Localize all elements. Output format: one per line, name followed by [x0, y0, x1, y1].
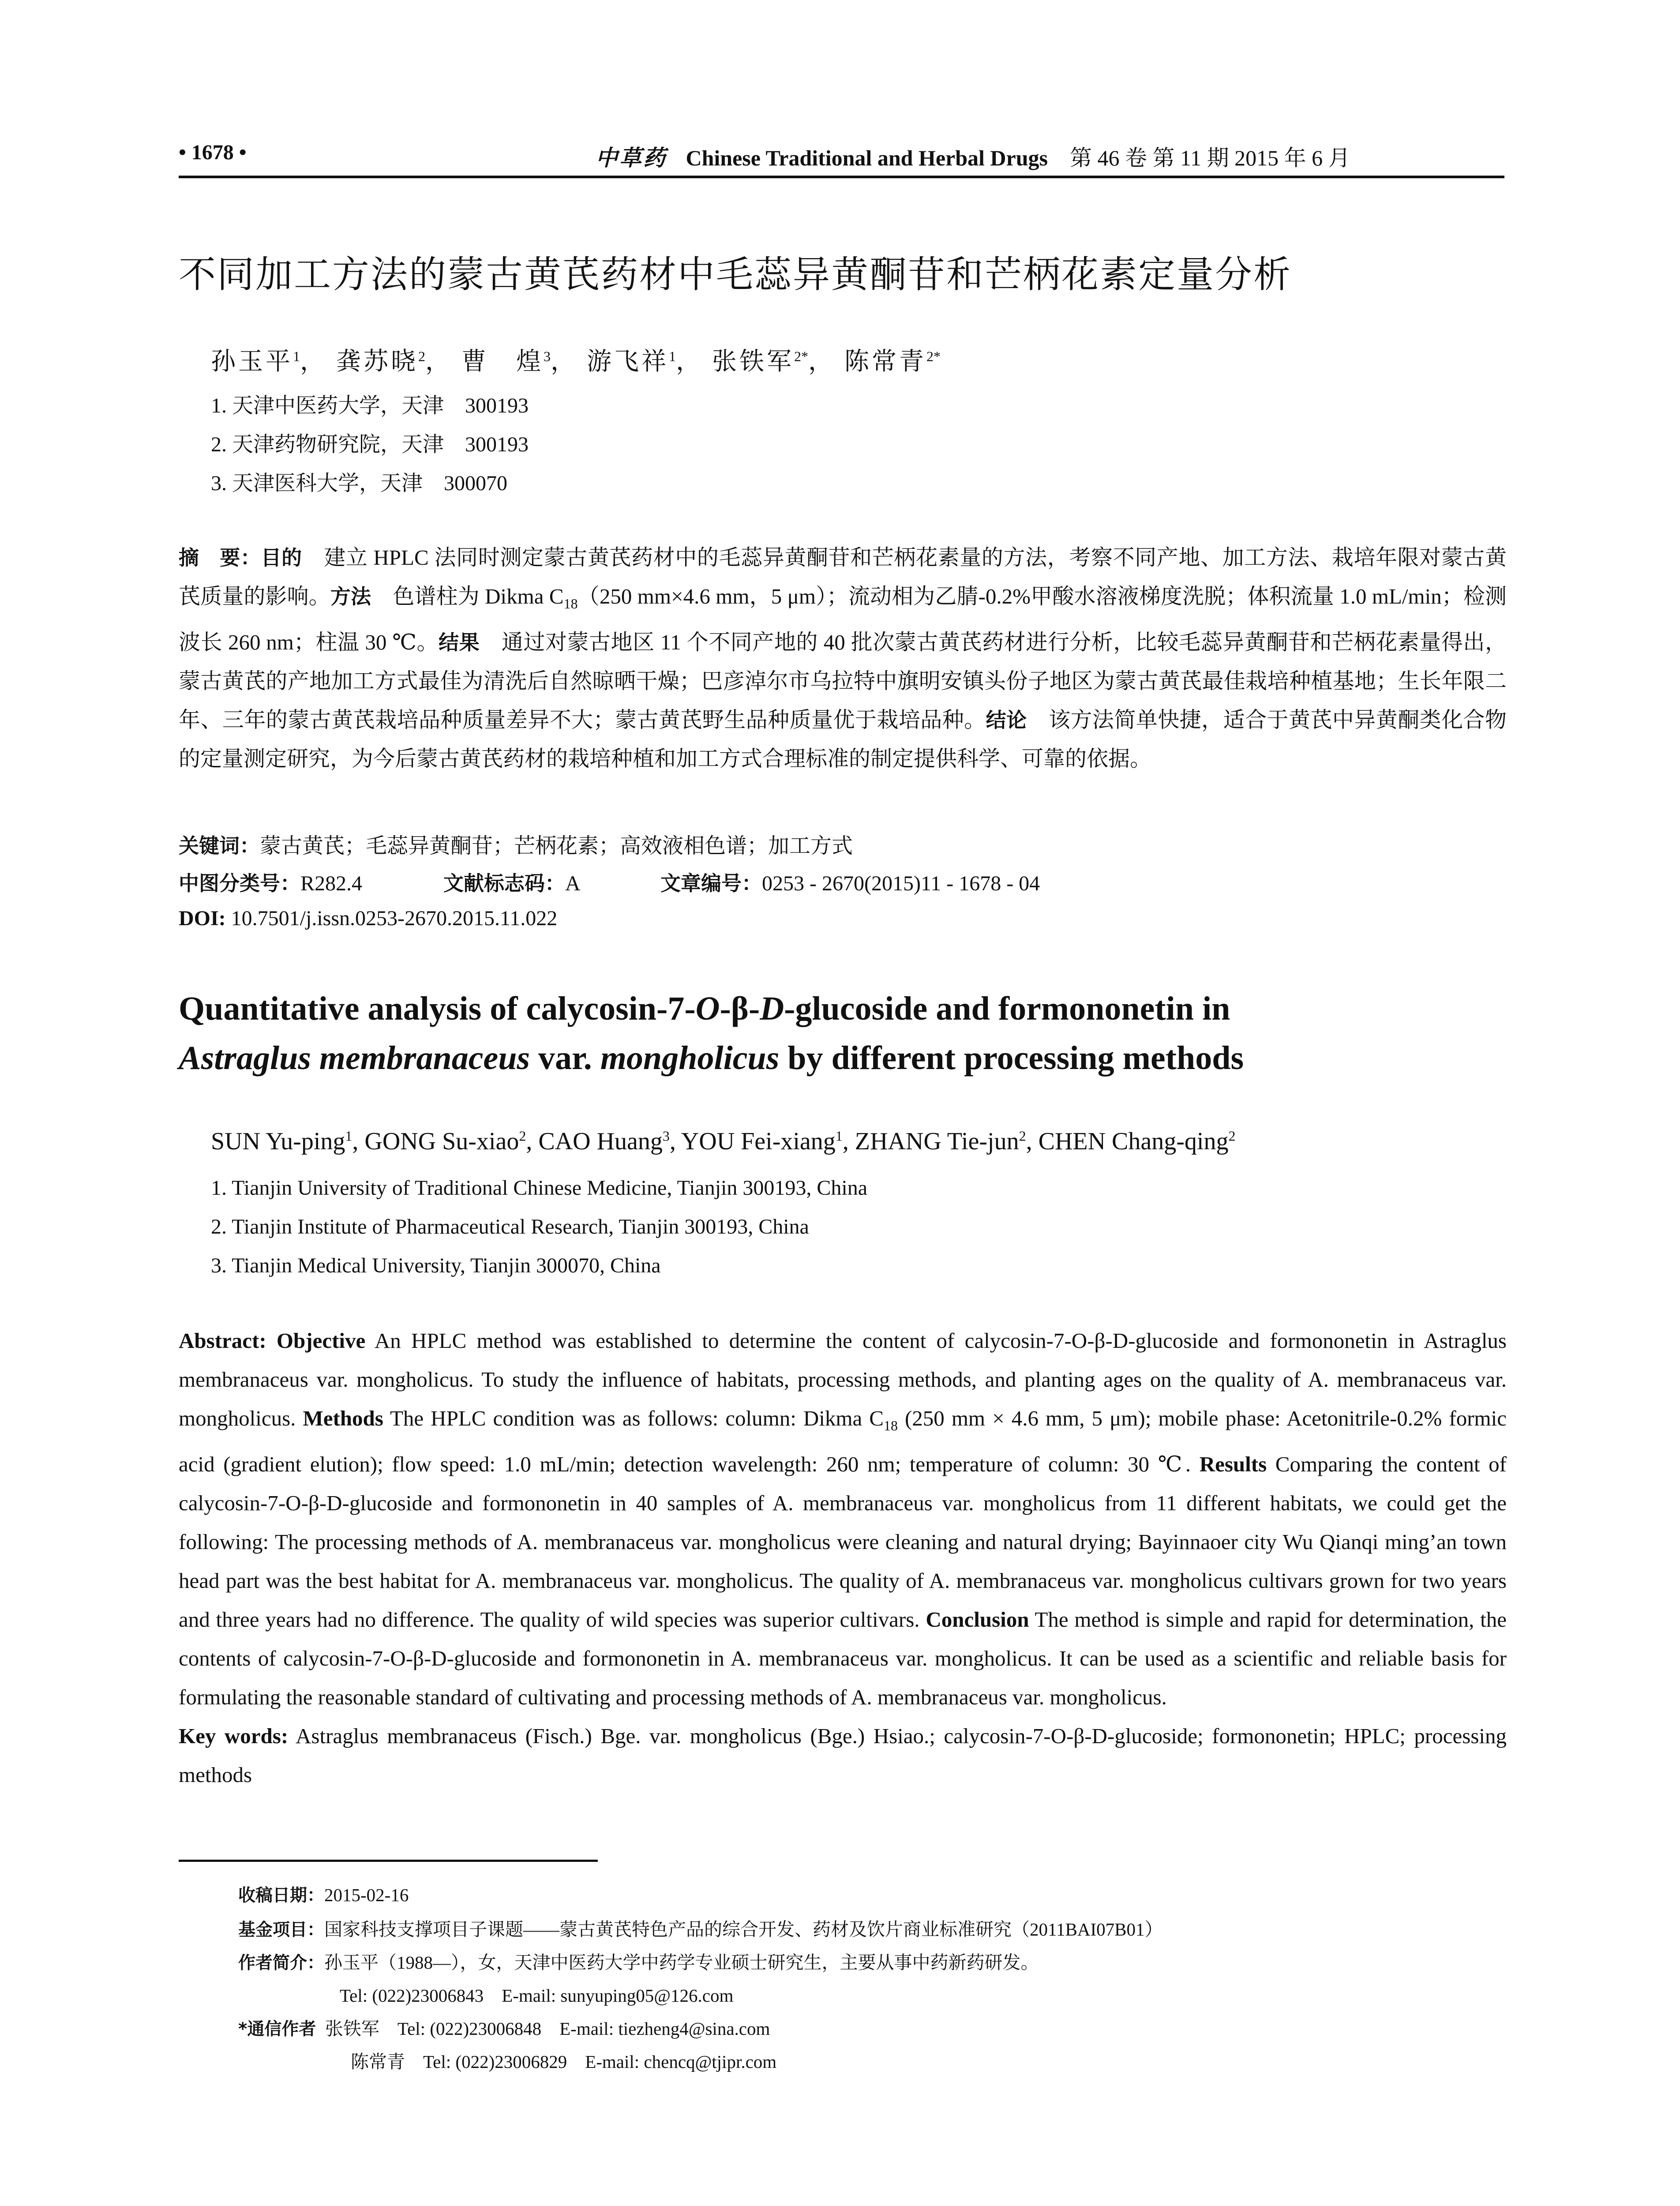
author-affiliation-mark: 2	[1228, 1128, 1236, 1144]
english-affiliation: 2. Tianjin Institute of Pharmaceutical Research, Tianjin 300193, China	[211, 1215, 809, 1238]
doc-code-label: 文献标志码：	[443, 871, 566, 895]
title-part: D	[760, 990, 784, 1027]
running-header	[179, 140, 1504, 178]
clc-label: 中图分类号：	[179, 871, 300, 895]
english-abstract	[179, 1321, 1507, 1794]
author-affiliation-mark: 2	[418, 348, 425, 364]
corresponding-label: *通信作者	[238, 2019, 316, 2039]
doi-value[interactable]: 10.7501/j.issn.0253-2670.2015.11.022	[231, 907, 558, 930]
chinese-abstract	[179, 538, 1507, 778]
abstract-label: 摘 要：	[179, 546, 261, 570]
title-part: var.	[530, 1039, 600, 1077]
classification-line	[179, 867, 1040, 897]
title-part: mongholicus	[600, 1039, 780, 1077]
title-part: O	[695, 990, 720, 1027]
footnote-corresponding	[238, 2014, 770, 2040]
english-affiliation: 1. Tianjin University of Traditional Chinese Medicine, Tianjin 300193, China	[211, 1176, 868, 1200]
keywords-text: 蒙古黄芪；毛蕊异黄酮苷；芒柄花素；高效液相色谱；加工方式	[260, 834, 853, 858]
methods-subscript: 18	[563, 595, 578, 612]
english-authors: SUN Yu-ping$^1$, GONG Su-xiao$^2$, CAO Huang$^3$, YOU Fei-xiang$^1$, ZHANG Tie-jun$^2$, CHEN Chang-qing$^2$	[211, 1128, 1236, 1155]
abstract-objective-label: Abstract: Objective	[179, 1328, 366, 1353]
footnote-divider	[179, 1860, 598, 1862]
chinese-affiliation: 2. 天津药物研究院，天津 300193	[211, 433, 529, 456]
bio-text: 孙玉平（1988—），女，天津中医药大学中药学专业硕士研究生，主要从事中药新药研发。	[324, 1952, 1039, 1973]
objective-text: 建立 HPLC 法同时测定蒙古黄芪药材中的毛蕊异黄酮苷和芒柄花素量的方法，考察不同产地、加工方法、栽培年限对蒙古黄芪质量的影响。	[179, 545, 1507, 608]
author-affiliation-mark: 2*	[926, 348, 941, 364]
results-text: 通过对蒙古地区 11 个不同产地的 40 批次蒙古黄芪药材进行分析，比较毛蕊异黄酮苷和芒柄花素量得出，蒙古黄芪的产地加工方式最佳为清洗后自然晾晒干燥；巴彦淖尔市乌拉特中旗明安镇头份子地区为蒙古黄芪最佳栽培种植基地；生长年限二年、三年的蒙古黄芪栽培品种质量差异不大；蒙古黄芪野生品种质量优于栽培品种。	[179, 630, 1507, 732]
methods-text: 色谱柱为 Dikma C	[371, 584, 564, 608]
author-name: 陈常青	[844, 348, 926, 375]
footnote-received	[238, 1882, 409, 1906]
author-affiliation-mark: 3	[544, 348, 551, 364]
author-affiliation-mark: 3	[662, 1128, 670, 1144]
journal-logo: 中草药	[596, 146, 667, 170]
fund-label: 基金项目：	[238, 1920, 325, 1940]
author-name: 游飞祥	[587, 348, 669, 375]
chinese-keywords	[179, 829, 853, 859]
conclusion-label: Conclusion	[926, 1607, 1029, 1632]
journal-line	[596, 140, 1350, 172]
chinese-authors: 孙玉平$^1$， 龚苏晓$^2$， 曹 煌$^3$， 游飞祥$^1$， 张铁军$^{2*}$， 陈常青$^{2*}$	[211, 348, 941, 375]
author-name: YOU Fei-xiang	[681, 1128, 836, 1155]
english-title	[179, 984, 1502, 1083]
conclusion-text: The method is simple and rapid for determination, the contents of calycosin-7-O-β-D-glucoside and formononetin in A. membranaceus var. mongholicus. It can be used as a scientific and reliable basis for formulating the reasonable standard of cultivating and processing methods of A. membranaceus var. mongholicus.	[179, 1607, 1507, 1709]
title-part: -β-	[720, 990, 760, 1027]
conclusion-label: 结论	[986, 708, 1027, 732]
title-part: by different processing methods	[779, 1039, 1244, 1077]
author-name: CAO Huang	[538, 1128, 663, 1155]
chinese-affiliation: 1. 天津中医药大学，天津 300193	[211, 394, 529, 417]
author-name: SUN Yu-ping	[211, 1128, 345, 1155]
author-name: GONG Su-xiao	[364, 1128, 519, 1155]
bio-label: 作者简介：	[238, 1953, 325, 1973]
doi-label: DOI:	[179, 907, 226, 930]
author-affiliation-mark: 2	[1019, 1128, 1026, 1144]
conclusion-text: 该方法简单快捷，适合于黄芪中异黄酮类化合物的定量测定研究，为今后蒙古黄芪药材的栽培种植和加工方式合理标准的制定提供科学、可靠的依据。	[179, 707, 1507, 771]
methods-subscript: 18	[883, 1417, 898, 1433]
fund-text: 国家科技支撑项目子课题——蒙古黄芪特色产品的综合开发、药材及饮片商业标准研究（2011BAI07B01）	[324, 1919, 1163, 1940]
article-no-value: 0253 - 2670(2015)11 - 1678 - 04	[762, 872, 1040, 895]
author-affiliation-mark: 1	[669, 348, 676, 364]
objective-text: An HPLC method was established to determine the content of calycosin-7-O-β-D-glucoside and formononetin in Astraglus membranaceus var. mongholicus. To study the influence of habitats, processing methods, and planting ages on the quality of A. membranaceus var. mongholicus.	[179, 1328, 1507, 1430]
methods-label: 方法	[330, 585, 371, 608]
author-name: 张铁军	[712, 348, 794, 375]
author-name: 曹 煌	[461, 348, 544, 375]
journal-name: Chinese Traditional and Herbal Drugs	[686, 146, 1048, 170]
doc-code-value: A	[565, 872, 580, 895]
title-part: Quantitative analysis of calycosin-7-	[179, 990, 696, 1027]
title-part: -glucoside and formononetin in	[784, 990, 1230, 1027]
chinese-title: 不同加工方法的蒙古黄芪药材中毛蕊异黄酮苷和芒柄花素定量分析	[179, 253, 1292, 296]
author-affiliation-mark: 1	[345, 1128, 352, 1144]
methods-text-cont: （250 mm×4.6 mm，5 μm）；流动相为乙腈-0.2%甲酸水溶液梯度洗脱；体积流量 1.0 mL/min；检测波长 260 nm；柱温 30 ℃。	[179, 584, 1507, 654]
keywords-label: Key words:	[179, 1723, 289, 1748]
title-part: Astraglus membranaceus	[179, 1039, 530, 1077]
author-affiliation-mark: 2*	[794, 348, 808, 364]
objective-label: 目的	[261, 546, 302, 570]
author-name: CHEN Chang-qing	[1038, 1128, 1229, 1155]
page-number: • 1678 •	[179, 141, 247, 164]
received-label: 收稿日期：	[238, 1886, 325, 1906]
results-label: Results	[1199, 1452, 1267, 1476]
clc-value: R282.4	[300, 872, 363, 895]
results-label: 结果	[439, 630, 480, 654]
author-affiliation-mark: 1	[293, 348, 300, 364]
doi-line	[179, 906, 557, 930]
chinese-affiliation: 3. 天津医科大学，天津 300070	[211, 472, 508, 495]
footnote-fund	[238, 1915, 1162, 1941]
author-name: 龚苏晓	[336, 348, 418, 375]
english-affiliation: 3. Tianjin Medical University, Tianjin 300070, China	[211, 1254, 661, 1277]
issue-info: 第 46 卷 第 11 期 2015 年 6 月	[1069, 146, 1350, 170]
author-name: 孙玉平	[211, 348, 293, 375]
methods-text: The HPLC condition was as follows: column: Dikma C	[383, 1406, 884, 1430]
results-text: Comparing the content of calycosin-7-O-β-D-glucoside and formononetin in 40 samples of A. membranaceus var. mongholicus from 11 different habitats, we could get the following: The processing methods of A. membranaceus var. mongholicus were cleaning and natural drying; Bayinnaoer city Wu Qianqi ming’an town head part was the best habitat for A. membranaceus var. mongholicus. The quality of A. membranaceus var. mongholicus cultivars grown for two years and three years had no difference. The quality of wild species was superior cultivars.	[179, 1452, 1507, 1632]
keywords-label: 关键词：	[179, 834, 260, 858]
corresponding-author-1: 张铁军 Tel: (022)23006848 E-mail: tiezheng4@sina.com	[325, 2018, 770, 2039]
article-no-label: 文章编号：	[660, 871, 762, 895]
author-affiliation-mark: 1	[835, 1128, 843, 1144]
author-name: ZHANG Tie-jun	[855, 1128, 1019, 1155]
corresponding-author-2: 陈常青 Tel: (022)23006829 E-mail: chencq@tjipr.com	[351, 2052, 777, 2072]
methods-label: Methods	[303, 1406, 383, 1430]
footnote-bio	[238, 1948, 1039, 1974]
received-date: 2015-02-16	[324, 1885, 409, 1905]
methods-text-cont: (250 mm × 4.6 mm, 5 μm); mobile phase: Acetonitrile-0.2% formic acid (gradient elution); flow speed: 1.0 mL/min; detection wavelength: 260 nm; temperature of column: 30 ℃.	[179, 1406, 1507, 1476]
keywords-text: Astraglus membranaceus (Fisch.) Bge. var. mongholicus (Bge.) Hsiao.; calycosin-7-O-β-D-glucoside; formononetin; HPLC; processing methods	[179, 1723, 1507, 1787]
author-affiliation-mark: 2	[519, 1128, 526, 1144]
bio-contact: Tel: (022)23006843 E-mail: sunyuping05@126.com	[340, 1985, 734, 2006]
